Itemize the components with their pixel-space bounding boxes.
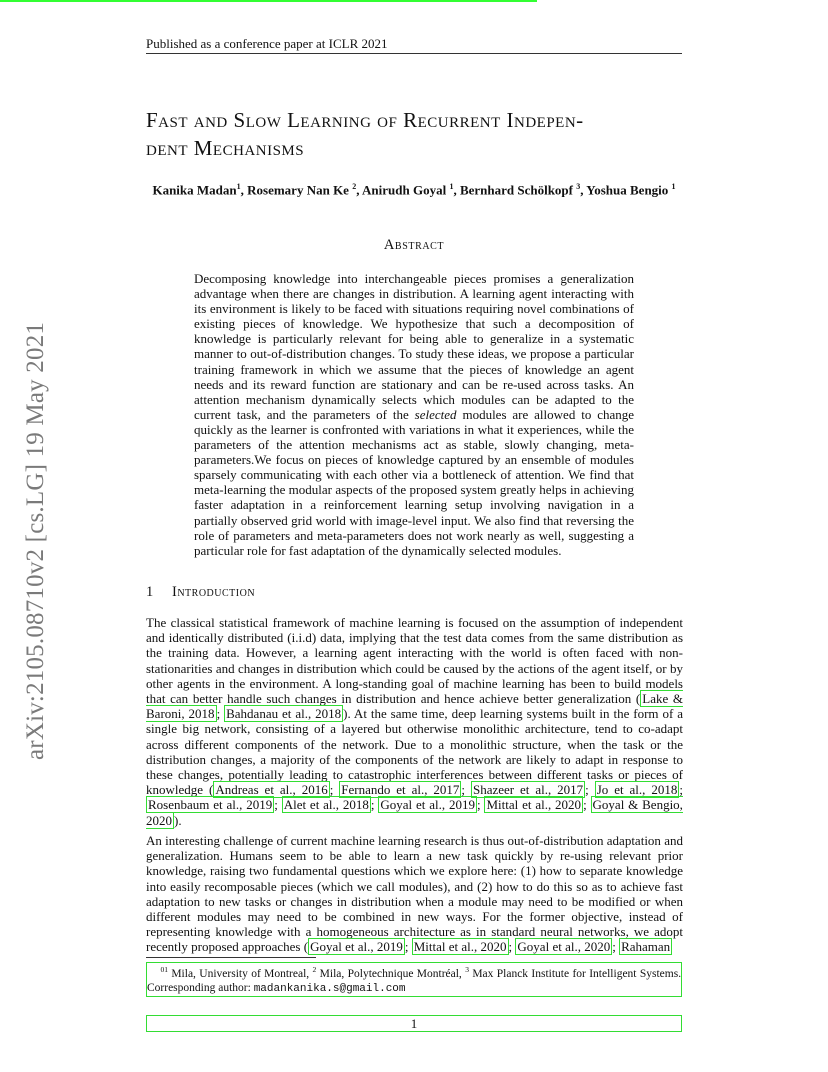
citation-link[interactable]: Mittal et al., 2020 xyxy=(486,797,582,813)
page-number[interactable]: 1 xyxy=(146,1015,682,1032)
paragraph-text: An interesting challenge of current machine learning research is thus out-of-distribution adaptation and generalization. Humans seem to be able to learn a new task quickly by re-using relevant prior knowledge, raising two fundamental questions which we explore here: (1) how to separate knowledge into easily recomposable pieces (which we call modules), and (2) how to do this so as to achieve fast adaptation to new tasks or changes in distribution when a module may need to be modified or when different modules may need to be combined in new ways. For the former objective, instead of representing knowledge with a homogeneous architecture as in standard neural networks, we adopt recently proposed approaches ( xyxy=(146,833,683,955)
author: Anirudh Goyal xyxy=(362,182,447,198)
paragraph-text: ). xyxy=(174,812,182,828)
abstract-text: modules are allowed to change quickly as the learner is confronted with variations in what it experiences, while the parameters of the attention mechanisms act as stable, slowly changing, meta-parameters.We focus on pieces of knowledge captured by an ensemble of modules sparsely communicating with each other via a bottleneck of attention. We find that meta-learning the modular aspects of the proposed system greatly helps in achieving faster adaptation in a reinforcement learning setup involving navigation in a partially observed grid world with image-level input. We also find that reversing the role of parameters and meta-parameters does not work nearly as well, suggesting a particular role for fast adaptation of the dynamically selected modules. xyxy=(194,406,635,558)
top-highlight-bar xyxy=(0,0,537,2)
affiliation-mark: 1 xyxy=(449,182,454,191)
citation-link[interactable]: Goyal et al., 2019 xyxy=(310,939,403,955)
footnote[interactable] xyxy=(146,962,682,997)
affiliation-mark: 3 xyxy=(576,182,581,191)
section-title: Introduction xyxy=(172,584,256,600)
separator: ; xyxy=(216,706,225,722)
author: Kanika Madan xyxy=(152,182,237,198)
footnote-text: Mila, University of Montreal, xyxy=(171,967,310,980)
citation-link[interactable]: Andreas et al., 2016 xyxy=(215,782,328,798)
intro-paragraph-2: An interesting challenge of current machine learning research is thus out-of-distribution adaptation and generalization. Humans seem to be able to learn a new task quickly by re-using relevant prior knowledge, raising two fundamental questions which we explore here: (1) how to separate knowledge into easily recomposable pieces (which we call modules), and (2) how to do this so as to achieve fast adaptation to new tasks or changes in distribution when a module may need to be modified or when different modules may need to be combined in new ways. For the former objective, instead of representing knowledge with a homogeneous architecture as in standard neural networks, we adopt recently proposed approaches ( Goyal et al., 2019 ; Mittal et al., 2020 ; Goyal et al., 2020 ; Rahaman xyxy=(146,833,683,955)
author-list: Kanika Madan$^1$, Rosemary Nan Ke $^2$, Anirudh Goyal $^1$, Bernhard Schölkopf $^3$, Yoshua Bengio $^1$ xyxy=(152,182,676,198)
footnote-text: Max Planck Institute for Intelligent Systems. Corresponding author: xyxy=(147,967,682,994)
header-rule xyxy=(146,53,682,54)
affiliation-mark: 1 xyxy=(671,182,676,191)
footnote-mark: 2 xyxy=(312,965,317,974)
citation-link[interactable]: Fernando et al., 2017 xyxy=(341,782,460,798)
author: Bernhard Schölkopf xyxy=(459,182,573,198)
footnote-text: Mila, Polytechnique Montréal, xyxy=(319,967,462,980)
citation-link[interactable]: Shazeer et al., 2017 xyxy=(472,782,584,798)
citation-link[interactable]: Mittal et al., 2020 xyxy=(413,939,507,955)
citation-link[interactable]: Goyal et al., 2019 xyxy=(380,797,475,813)
footnote-mark: 01 xyxy=(160,965,168,974)
abstract-italic: selected xyxy=(414,406,457,422)
citation-link[interactable]: Bahdanau et al., 2018 xyxy=(226,706,342,722)
affiliation-mark: 2 xyxy=(352,182,357,191)
author: Yoshua Bengio xyxy=(586,182,669,198)
intro-paragraph-1: The classical statistical framework of machine learning is focused on the assumption of independent and identically distributed (i.i.d) data, implying that the test data comes from the same distribution as the training data. However, a learning agent interacting with the world is often faced with non-stationarities and changes in distribution which could be caused by the actions of the agent itself, or by other agents in the environment. A long-standing goal of machine learning has been to build models that can better handle such changes in distribution and hence achieve better generalization ( Lake & Baroni, 2018 ; Bahdanau et al., 2018 ). At the same time, deep learning systems built in the form of a single big network, consisting of a layered but otherwise monolithic architecture, tend to co-adapt across different components of the network. Due to a monolithic structure, when the task or the distribution changes, a majority of the components of the network are likely to adapt in response to these changes, potentially leading to catastrophic interferences between different tasks or pieces of knowledge ( Andreas et al., 2016 ; Fernando et al., 2017 ; Shazeer et al., 2017 ; Jo et al., 2018 ; Rosenbaum et al., 2019 ; Alet et al., 2018 ; Goyal et al., 2019 ; Mittal et al., 2020 ; Goyal & Bengio, 2020 ). xyxy=(146,615,684,828)
citation-link[interactable]: Goyal et al., 2020 xyxy=(517,939,611,955)
title-line-1: Fast and Slow Learning of Recurrent Indepen- xyxy=(146,108,584,132)
section-heading xyxy=(146,584,255,601)
citation-link[interactable]: Alet et al., 2018 xyxy=(283,797,369,813)
citation-link[interactable]: Lake & Baroni, 2018 xyxy=(146,691,684,722)
citation-link[interactable]: Rosenbaum et al., 2019 xyxy=(148,797,273,813)
citation-link[interactable]: Jo et al., 2018 xyxy=(596,782,678,798)
citation-link[interactable]: Rahaman xyxy=(621,939,671,955)
arxiv-stamp: arXiv:2105.08710v2 [cs.LG] 19 May 2021 xyxy=(22,321,49,760)
author-email[interactable]: madankanika.s@gmail.com xyxy=(253,982,406,995)
abstract-heading: Abstract xyxy=(383,237,445,253)
title-line-2: dent Mechanisms xyxy=(146,136,305,160)
running-header: Published as a conference paper at ICLR 2021 xyxy=(146,36,388,51)
paragraph-text: ). At the same time, deep learning systems built in the form of a single big network, consisting of a layered but otherwise monolithic architecture, tend to co-adapt across different components of the network. Due to a monolithic structure, when the task or the distribution changes, a majority of the components of the network are likely to adapt in response to these changes, potentially leading to catastrophic interferences between different tasks or pieces of knowledge ( xyxy=(146,706,683,798)
affiliation-mark: 1 xyxy=(236,182,241,191)
footnote-rule xyxy=(146,957,316,958)
footnote-mark: 3 xyxy=(465,965,469,974)
paragraph-text: The classical statistical framework of machine learning is focused on the assumption of independent and identically distributed (i.i.d) data, implying that the test data comes from the same distribution as the training data. However, a learning agent interacting with the world is often faced with non-stationarities and changes in distribution which could be caused by the actions of the agent itself, or by other agents in the environment. A long-standing goal of machine learning has been to build models that can better handle such changes in distribution and hence achieve better generalization ( xyxy=(146,615,683,707)
abstract-body xyxy=(194,271,634,558)
citation-link[interactable]: Goyal & Bengio, 2020 xyxy=(146,797,683,828)
section-number: 1 xyxy=(146,584,154,600)
abstract-text: Decomposing knowledge into interchangeable pieces promises a generalization advantage when there are changes in distribution. A learning agent interacting with its environment is likely to be faced with situations requiring novel combinations of existing pieces of knowledge. We hypothesize that such a decomposition of knowledge is particularly relevant for being able to generalize in a systematic manner to out-of-distribution changes. To study these ideas, we propose a particular training framework in which we assume that the pieces of knowledge an agent needs and its reward function are stationary and can be re-used across tasks. An attention mechanism dynamically selects which modules can be adapted to the current task, and the parameters of the xyxy=(194,271,634,422)
paper-title xyxy=(146,106,706,162)
author: Rosemary Nan Ke xyxy=(247,182,349,198)
